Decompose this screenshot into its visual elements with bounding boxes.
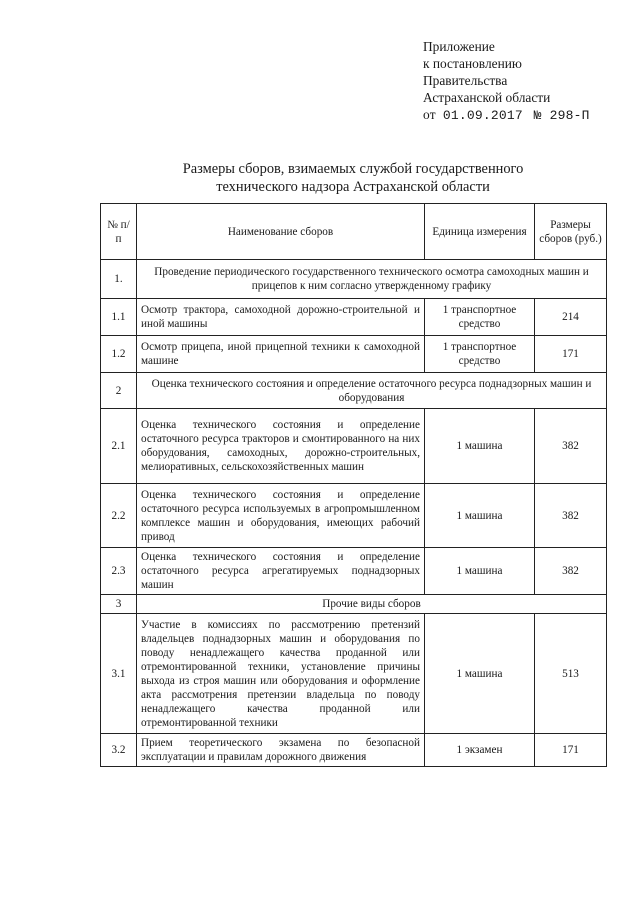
table-row <box>101 614 607 734</box>
appendix-order-line <box>423 106 590 124</box>
row-unit: 1 машина <box>425 614 535 734</box>
table-row <box>101 373 607 409</box>
row-name: Участие в комиссиях по рассмотрению претензий владельцев поднадзорных машин и оборудования по поводу ненадлежащего качества проданной или отремонтированной техники, установление причины выхода из строя машин или оборудования и оформление акта рассмотрения претензии владельца по поводу ненадлежащего качества проданной или отремонтированной техники <box>137 614 425 734</box>
row-price: 513 <box>535 614 607 734</box>
row-name: Осмотр трактора, самоходной дорожно-строительной и иной машины <box>137 299 425 336</box>
row-unit: 1 транспортное средство <box>425 336 535 373</box>
row-num: 1.2 <box>101 336 137 373</box>
table-row <box>101 260 607 299</box>
header-num: № п/п <box>101 204 137 260</box>
table-header-row <box>101 204 607 260</box>
title-line-1: Размеры сборов, взимаемых службой государственного <box>182 161 524 177</box>
row-num: 2.1 <box>101 409 137 484</box>
row-name: Прием теоретического экзамена по безопасной эксплуатации и правилам дорожного движения <box>137 734 425 767</box>
table-row <box>101 734 607 767</box>
row-unit: 1 машина <box>425 548 535 595</box>
row-num: 1. <box>101 260 137 299</box>
row-num: 3.1 <box>101 614 137 734</box>
row-price: 382 <box>535 484 607 548</box>
appendix-line-1: Приложение <box>423 39 495 54</box>
row-price: 214 <box>535 299 607 336</box>
row-num: 3 <box>101 595 137 614</box>
row-price: 382 <box>535 409 607 484</box>
fees-table <box>100 203 607 767</box>
table-row <box>101 299 607 336</box>
row-num: 2.3 <box>101 548 137 595</box>
header-unit: Единица измерения <box>425 204 535 260</box>
row-name: Оценка технического состояния и определение остаточного ресурса агрегатируемых поднадзорных машин <box>137 548 425 595</box>
document-title <box>100 160 606 196</box>
section-title: Прочие виды сборов <box>137 595 607 614</box>
header-name: Наименование сборов <box>137 204 425 260</box>
row-name: Осмотр прицепа, иной прицепной техники к самоходной машине <box>137 336 425 373</box>
appendix-line-3: Правительства <box>423 73 508 88</box>
row-unit: 1 экзамен <box>425 734 535 767</box>
row-num: 3.2 <box>101 734 137 767</box>
row-price: 171 <box>535 734 607 767</box>
order-number: № 298-П <box>533 108 590 123</box>
table-row <box>101 409 607 484</box>
order-prefix: от <box>423 107 436 122</box>
row-price: 382 <box>535 548 607 595</box>
table-row <box>101 484 607 548</box>
appendix-block <box>423 38 590 124</box>
header-price: Размеры сборов (руб.) <box>535 204 607 260</box>
title-line-2: технического надзора Астраханской области <box>216 179 490 195</box>
row-name: Оценка технического состояния и определение остаточного ресурса тракторов и смонтированного на них оборудования, самоходных, дорожно-строительных, мелиоративных, сельскохозяйственных машин <box>137 409 425 484</box>
row-name: Оценка технического состояния и определение остаточного ресурса используемых в агропромышленном комплексе машин и оборудования, имеющих рабочий привод <box>137 484 425 548</box>
order-date: 01.09.2017 <box>442 108 523 123</box>
appendix-line-4: Астраханской области <box>423 90 551 105</box>
row-num: 1.1 <box>101 299 137 336</box>
section-title: Оценка технического состояния и определение остаточного ресурса поднадзорных машин и оборудования <box>137 373 607 409</box>
table-row <box>101 548 607 595</box>
section-title: Проведение периодического государственного технического осмотра самоходных машин и прицепов к ним согласно утвержденному графику <box>137 260 607 299</box>
appendix-line-2: к постановлению <box>423 56 522 71</box>
row-price: 171 <box>535 336 607 373</box>
row-unit: 1 машина <box>425 409 535 484</box>
row-unit: 1 машина <box>425 484 535 548</box>
table-row <box>101 595 607 614</box>
row-num: 2 <box>101 373 137 409</box>
row-unit: 1 транспортное средство <box>425 299 535 336</box>
table-row <box>101 336 607 373</box>
row-num: 2.2 <box>101 484 137 548</box>
